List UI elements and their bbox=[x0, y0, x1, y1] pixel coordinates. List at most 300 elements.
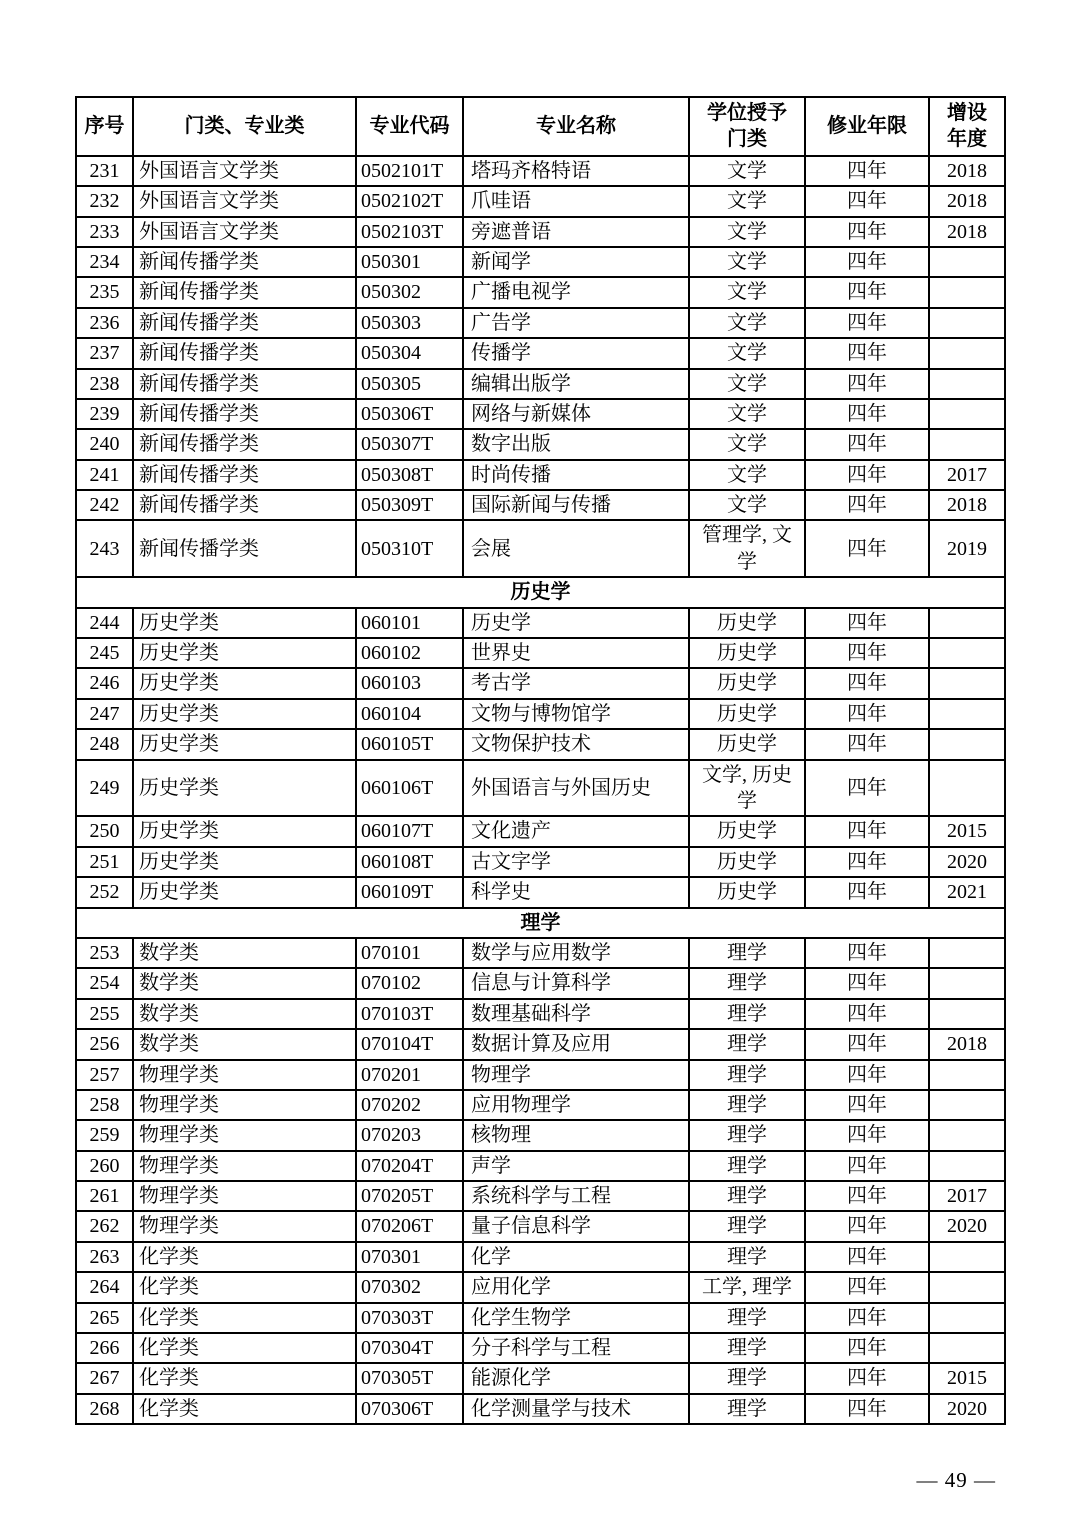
cell-index: 244 bbox=[76, 608, 133, 638]
cell-name: 化学测量学与技术 bbox=[463, 1394, 689, 1424]
cell-degree: 理学 bbox=[689, 938, 805, 968]
cell-name: 文化遗产 bbox=[463, 816, 689, 846]
cell-code: 050307T bbox=[356, 429, 463, 459]
cell-code: 060102 bbox=[356, 638, 463, 668]
cell-duration: 四年 bbox=[805, 729, 929, 759]
table-row bbox=[76, 816, 1005, 846]
cell-duration: 四年 bbox=[805, 1029, 929, 1059]
cell-index: 235 bbox=[76, 277, 133, 307]
cell-code: 050309T bbox=[356, 490, 463, 520]
cell-year bbox=[929, 1303, 1005, 1333]
cell-category: 历史学类 bbox=[133, 760, 356, 817]
cell-name: 塔玛齐格特语 bbox=[463, 156, 689, 186]
cell-year bbox=[929, 308, 1005, 338]
table-row bbox=[76, 999, 1005, 1029]
cell-year: 2020 bbox=[929, 1394, 1005, 1424]
cell-name: 应用化学 bbox=[463, 1272, 689, 1302]
cell-name: 时尚传播 bbox=[463, 460, 689, 490]
cell-code: 060109T bbox=[356, 877, 463, 907]
cell-year bbox=[929, 1333, 1005, 1363]
cell-index: 238 bbox=[76, 369, 133, 399]
cell-index: 237 bbox=[76, 338, 133, 368]
table-row bbox=[76, 369, 1005, 399]
cell-name: 信息与计算科学 bbox=[463, 968, 689, 998]
cell-code: 070204T bbox=[356, 1151, 463, 1181]
cell-duration: 四年 bbox=[805, 1363, 929, 1393]
table-row bbox=[76, 847, 1005, 877]
cell-name: 会展 bbox=[463, 520, 689, 577]
cell-index: 254 bbox=[76, 968, 133, 998]
cell-index: 265 bbox=[76, 1303, 133, 1333]
table-row bbox=[76, 1060, 1005, 1090]
cell-category: 新闻传播学类 bbox=[133, 429, 356, 459]
cell-duration: 四年 bbox=[805, 938, 929, 968]
cell-year bbox=[929, 729, 1005, 759]
cell-degree: 历史学 bbox=[689, 877, 805, 907]
cell-code: 060107T bbox=[356, 816, 463, 846]
cell-name: 文物保护技术 bbox=[463, 729, 689, 759]
cell-index: 266 bbox=[76, 1333, 133, 1363]
cell-degree: 理学 bbox=[689, 1333, 805, 1363]
cell-index: 262 bbox=[76, 1211, 133, 1241]
cell-degree: 文学 bbox=[689, 247, 805, 277]
cell-index: 256 bbox=[76, 1029, 133, 1059]
cell-duration: 四年 bbox=[805, 699, 929, 729]
table-row bbox=[76, 156, 1005, 186]
cell-duration: 四年 bbox=[805, 1090, 929, 1120]
cell-name: 新闻学 bbox=[463, 247, 689, 277]
cell-degree: 历史学 bbox=[689, 816, 805, 846]
cell-degree: 理学 bbox=[689, 1029, 805, 1059]
cell-category: 新闻传播学类 bbox=[133, 520, 356, 577]
cell-code: 070202 bbox=[356, 1090, 463, 1120]
col-header-index: 序号 bbox=[76, 97, 133, 156]
cell-degree: 历史学 bbox=[689, 608, 805, 638]
cell-code: 060103 bbox=[356, 668, 463, 698]
cell-code: 0502102T bbox=[356, 186, 463, 216]
cell-duration: 四年 bbox=[805, 429, 929, 459]
table-row bbox=[76, 338, 1005, 368]
cell-degree: 文学 bbox=[689, 369, 805, 399]
cell-name: 数字出版 bbox=[463, 429, 689, 459]
table-row bbox=[76, 217, 1005, 247]
cell-year: 2017 bbox=[929, 460, 1005, 490]
cell-degree: 文学 bbox=[689, 460, 805, 490]
table-row bbox=[76, 1090, 1005, 1120]
cell-duration: 四年 bbox=[805, 277, 929, 307]
cell-index: 232 bbox=[76, 186, 133, 216]
cell-degree: 理学 bbox=[689, 1181, 805, 1211]
cell-code: 070206T bbox=[356, 1211, 463, 1241]
col-header-category: 门类、专业类 bbox=[133, 97, 356, 156]
cell-duration: 四年 bbox=[805, 520, 929, 577]
cell-name: 历史学 bbox=[463, 608, 689, 638]
cell-code: 060105T bbox=[356, 729, 463, 759]
cell-duration: 四年 bbox=[805, 638, 929, 668]
cell-degree: 文学 bbox=[689, 277, 805, 307]
cell-category: 物理学类 bbox=[133, 1090, 356, 1120]
section-row bbox=[76, 908, 1005, 938]
cell-degree: 历史学 bbox=[689, 847, 805, 877]
cell-degree: 文学 bbox=[689, 217, 805, 247]
cell-code: 070302 bbox=[356, 1272, 463, 1302]
cell-name: 声学 bbox=[463, 1151, 689, 1181]
cell-category: 新闻传播学类 bbox=[133, 490, 356, 520]
cell-degree: 理学 bbox=[689, 968, 805, 998]
cell-category: 数学类 bbox=[133, 938, 356, 968]
cell-name: 传播学 bbox=[463, 338, 689, 368]
cell-degree: 文学 bbox=[689, 429, 805, 459]
table-row bbox=[76, 968, 1005, 998]
cell-name: 爪哇语 bbox=[463, 186, 689, 216]
cell-name: 科学史 bbox=[463, 877, 689, 907]
cell-index: 258 bbox=[76, 1090, 133, 1120]
cell-name: 物理学 bbox=[463, 1060, 689, 1090]
cell-year bbox=[929, 968, 1005, 998]
col-header-year: 增设 年度 bbox=[929, 97, 1005, 156]
cell-year: 2018 bbox=[929, 186, 1005, 216]
cell-index: 250 bbox=[76, 816, 133, 846]
cell-name: 能源化学 bbox=[463, 1363, 689, 1393]
table-row bbox=[76, 1394, 1005, 1424]
cell-duration: 四年 bbox=[805, 1333, 929, 1363]
cell-index: 236 bbox=[76, 308, 133, 338]
cell-degree: 文学 bbox=[689, 399, 805, 429]
cell-category: 新闻传播学类 bbox=[133, 247, 356, 277]
table-row bbox=[76, 729, 1005, 759]
table-row bbox=[76, 1181, 1005, 1211]
col-header-name: 专业名称 bbox=[463, 97, 689, 156]
cell-duration: 四年 bbox=[805, 369, 929, 399]
cell-code: 050303 bbox=[356, 308, 463, 338]
cell-degree: 文学 bbox=[689, 156, 805, 186]
cell-name: 网络与新媒体 bbox=[463, 399, 689, 429]
cell-duration: 四年 bbox=[805, 308, 929, 338]
col-header-duration: 修业年限 bbox=[805, 97, 929, 156]
cell-year bbox=[929, 668, 1005, 698]
cell-code: 050310T bbox=[356, 520, 463, 577]
cell-index: 246 bbox=[76, 668, 133, 698]
cell-year bbox=[929, 1060, 1005, 1090]
cell-code: 070301 bbox=[356, 1242, 463, 1272]
cell-duration: 四年 bbox=[805, 1394, 929, 1424]
cell-category: 化学类 bbox=[133, 1272, 356, 1302]
cell-year bbox=[929, 399, 1005, 429]
cell-degree: 理学 bbox=[689, 1211, 805, 1241]
cell-code: 070306T bbox=[356, 1394, 463, 1424]
table-row bbox=[76, 1029, 1005, 1059]
cell-category: 新闻传播学类 bbox=[133, 277, 356, 307]
cell-name: 国际新闻与传播 bbox=[463, 490, 689, 520]
cell-year: 2018 bbox=[929, 156, 1005, 186]
cell-category: 新闻传播学类 bbox=[133, 399, 356, 429]
cell-year bbox=[929, 247, 1005, 277]
table-row bbox=[76, 1151, 1005, 1181]
cell-index: 240 bbox=[76, 429, 133, 459]
cell-duration: 四年 bbox=[805, 847, 929, 877]
table-row bbox=[76, 277, 1005, 307]
section-label: 历史学 bbox=[76, 577, 1005, 607]
cell-index: 245 bbox=[76, 638, 133, 668]
cell-index: 268 bbox=[76, 1394, 133, 1424]
cell-code: 070201 bbox=[356, 1060, 463, 1090]
cell-name: 数据计算及应用 bbox=[463, 1029, 689, 1059]
cell-name: 分子科学与工程 bbox=[463, 1333, 689, 1363]
cell-duration: 四年 bbox=[805, 460, 929, 490]
cell-code: 070102 bbox=[356, 968, 463, 998]
majors-table bbox=[75, 96, 1006, 1425]
cell-degree: 管理学, 文学 bbox=[689, 520, 805, 577]
cell-category: 物理学类 bbox=[133, 1120, 356, 1150]
cell-name: 广播电视学 bbox=[463, 277, 689, 307]
cell-year: 2018 bbox=[929, 1029, 1005, 1059]
cell-index: 247 bbox=[76, 699, 133, 729]
cell-duration: 四年 bbox=[805, 1151, 929, 1181]
cell-name: 化学生物学 bbox=[463, 1303, 689, 1333]
cell-code: 050305 bbox=[356, 369, 463, 399]
section-label: 理学 bbox=[76, 908, 1005, 938]
cell-duration: 四年 bbox=[805, 1181, 929, 1211]
cell-degree: 工学, 理学 bbox=[689, 1272, 805, 1302]
cell-index: 242 bbox=[76, 490, 133, 520]
table-row bbox=[76, 399, 1005, 429]
cell-year: 2015 bbox=[929, 1363, 1005, 1393]
cell-year bbox=[929, 938, 1005, 968]
cell-degree: 文学 bbox=[689, 186, 805, 216]
cell-year: 2017 bbox=[929, 1181, 1005, 1211]
cell-year bbox=[929, 638, 1005, 668]
cell-index: 261 bbox=[76, 1181, 133, 1211]
table-row bbox=[76, 1333, 1005, 1363]
cell-year bbox=[929, 338, 1005, 368]
cell-name: 古文字学 bbox=[463, 847, 689, 877]
cell-category: 物理学类 bbox=[133, 1151, 356, 1181]
cell-duration: 四年 bbox=[805, 1120, 929, 1150]
cell-degree: 理学 bbox=[689, 1363, 805, 1393]
cell-year: 2020 bbox=[929, 1211, 1005, 1241]
cell-duration: 四年 bbox=[805, 490, 929, 520]
cell-code: 070205T bbox=[356, 1181, 463, 1211]
cell-category: 数学类 bbox=[133, 968, 356, 998]
cell-category: 新闻传播学类 bbox=[133, 369, 356, 399]
cell-degree: 历史学 bbox=[689, 699, 805, 729]
cell-index: 260 bbox=[76, 1151, 133, 1181]
cell-name: 考古学 bbox=[463, 668, 689, 698]
section-row bbox=[76, 577, 1005, 607]
cell-category: 化学类 bbox=[133, 1242, 356, 1272]
cell-code: 050308T bbox=[356, 460, 463, 490]
table-row bbox=[76, 1242, 1005, 1272]
page-number: — 49 — bbox=[916, 1468, 996, 1492]
cell-category: 化学类 bbox=[133, 1333, 356, 1363]
cell-degree: 理学 bbox=[689, 1303, 805, 1333]
cell-category: 化学类 bbox=[133, 1303, 356, 1333]
table-row bbox=[76, 877, 1005, 907]
cell-category: 历史学类 bbox=[133, 638, 356, 668]
cell-code: 070305T bbox=[356, 1363, 463, 1393]
cell-code: 070104T bbox=[356, 1029, 463, 1059]
cell-duration: 四年 bbox=[805, 217, 929, 247]
table-row bbox=[76, 1303, 1005, 1333]
table-row bbox=[76, 1272, 1005, 1302]
col-header-degree: 学位授予 门类 bbox=[689, 97, 805, 156]
cell-duration: 四年 bbox=[805, 156, 929, 186]
cell-index: 257 bbox=[76, 1060, 133, 1090]
cell-name: 广告学 bbox=[463, 308, 689, 338]
cell-code: 050301 bbox=[356, 247, 463, 277]
cell-index: 234 bbox=[76, 247, 133, 277]
cell-name: 世界史 bbox=[463, 638, 689, 668]
cell-degree: 理学 bbox=[689, 1151, 805, 1181]
cell-code: 070303T bbox=[356, 1303, 463, 1333]
cell-degree: 历史学 bbox=[689, 729, 805, 759]
table-row bbox=[76, 668, 1005, 698]
cell-duration: 四年 bbox=[805, 816, 929, 846]
cell-code: 060104 bbox=[356, 699, 463, 729]
cell-index: 253 bbox=[76, 938, 133, 968]
cell-category: 历史学类 bbox=[133, 668, 356, 698]
cell-index: 255 bbox=[76, 999, 133, 1029]
cell-code: 050302 bbox=[356, 277, 463, 307]
table-row bbox=[76, 429, 1005, 459]
cell-year bbox=[929, 1151, 1005, 1181]
cell-year: 2020 bbox=[929, 847, 1005, 877]
cell-degree: 文学 bbox=[689, 308, 805, 338]
cell-year bbox=[929, 1120, 1005, 1150]
cell-year: 2015 bbox=[929, 816, 1005, 846]
cell-year bbox=[929, 699, 1005, 729]
table-row bbox=[76, 699, 1005, 729]
cell-year bbox=[929, 1272, 1005, 1302]
cell-code: 050304 bbox=[356, 338, 463, 368]
cell-code: 0502101T bbox=[356, 156, 463, 186]
cell-category: 物理学类 bbox=[133, 1211, 356, 1241]
table-row bbox=[76, 460, 1005, 490]
cell-name: 数学与应用数学 bbox=[463, 938, 689, 968]
cell-year: 2019 bbox=[929, 520, 1005, 577]
cell-degree: 理学 bbox=[689, 999, 805, 1029]
table-row bbox=[76, 186, 1005, 216]
table-row bbox=[76, 308, 1005, 338]
cell-index: 263 bbox=[76, 1242, 133, 1272]
cell-year: 2018 bbox=[929, 217, 1005, 247]
cell-name: 核物理 bbox=[463, 1120, 689, 1150]
cell-category: 外国语言文学类 bbox=[133, 186, 356, 216]
cell-name: 量子信息科学 bbox=[463, 1211, 689, 1241]
cell-year bbox=[929, 1090, 1005, 1120]
cell-category: 物理学类 bbox=[133, 1181, 356, 1211]
cell-index: 248 bbox=[76, 729, 133, 759]
cell-year bbox=[929, 369, 1005, 399]
table-row bbox=[76, 938, 1005, 968]
cell-code: 070203 bbox=[356, 1120, 463, 1150]
cell-year bbox=[929, 429, 1005, 459]
cell-duration: 四年 bbox=[805, 1272, 929, 1302]
cell-duration: 四年 bbox=[805, 1242, 929, 1272]
cell-duration: 四年 bbox=[805, 1060, 929, 1090]
table-header-row bbox=[76, 97, 1005, 156]
cell-year bbox=[929, 999, 1005, 1029]
cell-degree: 理学 bbox=[689, 1242, 805, 1272]
table-row bbox=[76, 1211, 1005, 1241]
cell-index: 267 bbox=[76, 1363, 133, 1393]
cell-name: 应用物理学 bbox=[463, 1090, 689, 1120]
cell-category: 历史学类 bbox=[133, 699, 356, 729]
cell-year bbox=[929, 277, 1005, 307]
cell-degree: 文学 bbox=[689, 338, 805, 368]
cell-year: 2021 bbox=[929, 877, 1005, 907]
cell-duration: 四年 bbox=[805, 247, 929, 277]
cell-category: 历史学类 bbox=[133, 877, 356, 907]
cell-year bbox=[929, 760, 1005, 817]
cell-index: 233 bbox=[76, 217, 133, 247]
cell-index: 241 bbox=[76, 460, 133, 490]
table-row bbox=[76, 608, 1005, 638]
table-body bbox=[76, 156, 1005, 1424]
table-row bbox=[76, 1363, 1005, 1393]
cell-name: 系统科学与工程 bbox=[463, 1181, 689, 1211]
cell-category: 新闻传播学类 bbox=[133, 308, 356, 338]
cell-duration: 四年 bbox=[805, 999, 929, 1029]
cell-category: 化学类 bbox=[133, 1394, 356, 1424]
cell-year bbox=[929, 608, 1005, 638]
table-row bbox=[76, 520, 1005, 577]
cell-category: 历史学类 bbox=[133, 729, 356, 759]
cell-index: 251 bbox=[76, 847, 133, 877]
cell-duration: 四年 bbox=[805, 399, 929, 429]
cell-duration: 四年 bbox=[805, 1211, 929, 1241]
cell-year: 2018 bbox=[929, 490, 1005, 520]
cell-index: 252 bbox=[76, 877, 133, 907]
cell-duration: 四年 bbox=[805, 760, 929, 817]
col-header-code: 专业代码 bbox=[356, 97, 463, 156]
cell-name: 编辑出版学 bbox=[463, 369, 689, 399]
cell-code: 070103T bbox=[356, 999, 463, 1029]
cell-duration: 四年 bbox=[805, 608, 929, 638]
cell-category: 外国语言文学类 bbox=[133, 156, 356, 186]
cell-name: 数理基础科学 bbox=[463, 999, 689, 1029]
cell-name: 文物与博物馆学 bbox=[463, 699, 689, 729]
cell-duration: 四年 bbox=[805, 186, 929, 216]
cell-category: 外国语言文学类 bbox=[133, 217, 356, 247]
cell-category: 化学类 bbox=[133, 1363, 356, 1393]
cell-index: 239 bbox=[76, 399, 133, 429]
cell-category: 历史学类 bbox=[133, 608, 356, 638]
cell-duration: 四年 bbox=[805, 877, 929, 907]
cell-category: 历史学类 bbox=[133, 847, 356, 877]
cell-duration: 四年 bbox=[805, 1303, 929, 1333]
table-row bbox=[76, 490, 1005, 520]
cell-category: 物理学类 bbox=[133, 1060, 356, 1090]
cell-degree: 文学, 历史学 bbox=[689, 760, 805, 817]
cell-index: 231 bbox=[76, 156, 133, 186]
cell-name: 旁遮普语 bbox=[463, 217, 689, 247]
cell-index: 243 bbox=[76, 520, 133, 577]
cell-code: 050306T bbox=[356, 399, 463, 429]
cell-degree: 历史学 bbox=[689, 668, 805, 698]
cell-code: 0502103T bbox=[356, 217, 463, 247]
cell-degree: 文学 bbox=[689, 490, 805, 520]
cell-degree: 理学 bbox=[689, 1060, 805, 1090]
cell-code: 070304T bbox=[356, 1333, 463, 1363]
cell-duration: 四年 bbox=[805, 668, 929, 698]
cell-code: 060108T bbox=[356, 847, 463, 877]
cell-category: 历史学类 bbox=[133, 816, 356, 846]
cell-category: 数学类 bbox=[133, 1029, 356, 1059]
cell-index: 249 bbox=[76, 760, 133, 817]
cell-category: 新闻传播学类 bbox=[133, 460, 356, 490]
cell-index: 259 bbox=[76, 1120, 133, 1150]
